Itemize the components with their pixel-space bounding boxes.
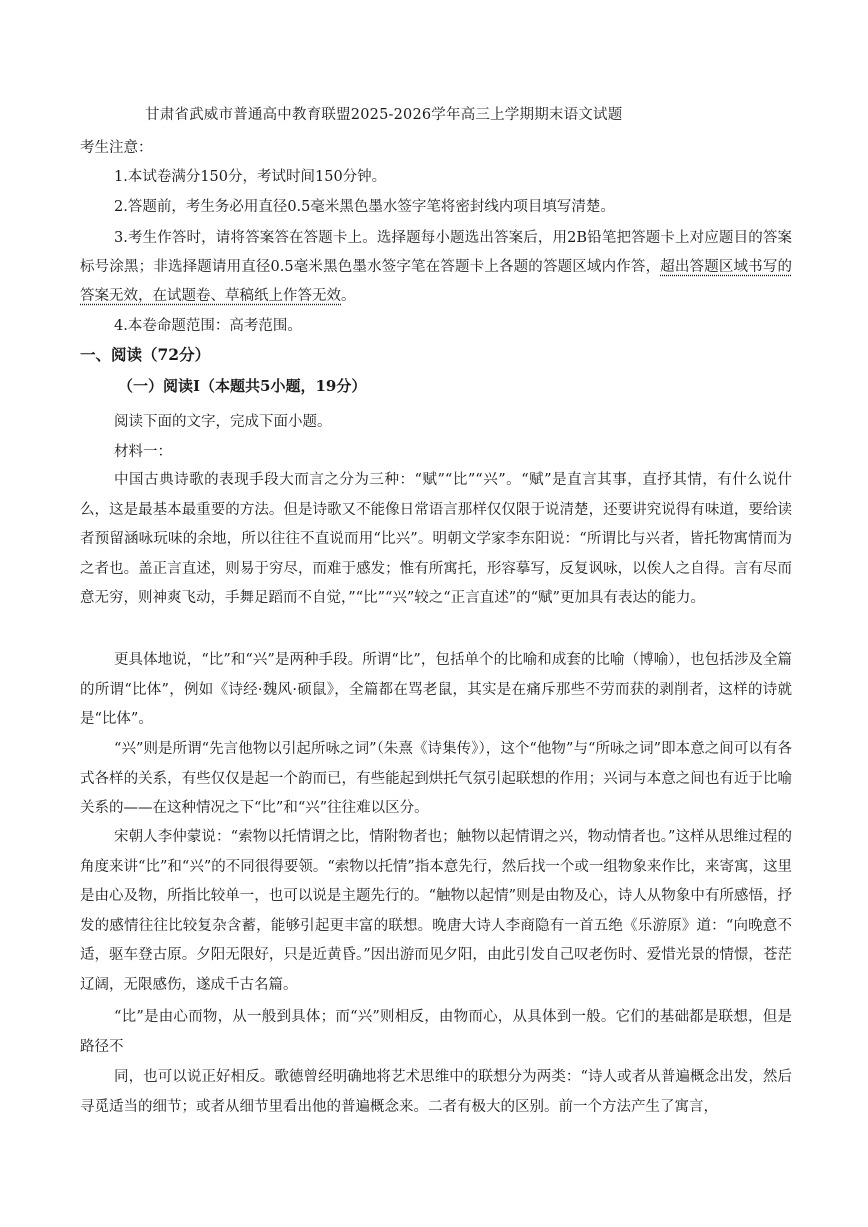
document-title: 甘肃省武威市普通高中教育联盟2025-2026学年高三上学期期末语文试题 <box>145 107 623 123</box>
body-paragraph: 更具体地说，“比”和“兴”是两种手段。所谓“比”，包括单个的比喻和成套的比喻（博喻），也包括涉及全篇的所谓“比体”，例如《诗经·魏风·硕鼠》，全篇都在骂老鼠，其实是在痛斥那些不劳而获的剥削者，这样的诗就是“比体”。 <box>80 652 792 728</box>
body-paragraph: “兴”则是所谓“先言他物以引起所咏之词”（朱熹《诗集传》），这个“他物”与“所咏之词”即本意之间可以有各式各样的关系，有些仅仅是起一个韵而已，有些能起到烘托气氛引起联想的作用；兴词与本意之间也有近于比喻关系的——在这种情况之下“比”和“兴”往往难以区分。 <box>80 741 792 817</box>
material-label: 材料一： <box>114 444 172 460</box>
notice-item-3-text: 3.考生作答时，请将答案答在答题卡上。选择题每小题选出答案后，用2B铅笔把答题卡上对应题目的答案标号涂黑；非选择题请用直径0.5毫米黑色墨水签字笔在答题卡上各题的答题区域内作答， <box>80 230 792 275</box>
section-heading: 一、阅读（72分） <box>80 345 211 364</box>
notice-item-3-end: 。 <box>341 288 356 304</box>
notice-item-3 <box>80 224 792 311</box>
instruction-text: 阅读下面的文字，完成下面小题。 <box>114 414 332 430</box>
body-paragraph: “比”是由心而物，从一般到具体；而“兴”则相反，由物而心，从具体到一般。它们的基础都是联想，但是路径不 <box>80 1009 792 1055</box>
notice-item-2: 2.答题前，考生务必用直径0.5毫米黑色墨水签字笔将密封线内项目填写清楚。 <box>114 199 615 215</box>
notice-item-3-emphasis: 超出答题区域书写的答案无效，在试题卷、草稿纸上作答无效 <box>80 259 792 304</box>
notice-heading: 考生注意： <box>80 140 153 156</box>
notice-item-4: 4.本卷命题范围：高考范围。 <box>114 318 302 334</box>
notice-item-1: 1.本试卷满分150分，考试时间150分钟。 <box>114 169 387 185</box>
body-paragraph: 同，也可以说正好相反。歌德曾经明确地将艺术思维中的联想分为两类：“诗人或者从普遍概念出发，然后寻觅适当的细节；或者从细节里看出他的普遍概念来。二者有极大的区别。前一个方法产生了寓言， <box>80 1069 792 1115</box>
subsection-heading: （一）阅读I（本题共5小题，19分） <box>118 377 367 395</box>
body-paragraph: 中国古典诗歌的表现手段大而言之分为三种：“赋”“比”“兴”。“赋”是直言其事，直抒其情，有什么说什么，这是最基本最重要的方法。但是诗歌又不能像日常语言那样仅仅限于说清楚，还要讲究说得有味道，要给读者预留涵咏玩味的余地，所以往往不直说而用“比兴”。明朝文学家李东阳说：“所谓比与兴者，皆托物寓情而为之者也。盖正言直述，则易于穷尽，而难于感发；惟有所寓托，形容摹写，反复讽咏，以俟人之自得。言有尽而意无穷，则神爽飞动，手舞足蹈而不自觉，”“比”“兴”较之“正言直述”的“赋”更加具有表达的能力。 <box>80 472 792 607</box>
body-paragraph: 宋朝人李仲蒙说：“索物以托情谓之比，情附物者也；触物以起情谓之兴，物动情者也。”这样从思维过程的角度来讲“比”和“兴”的不同很得要领。“索物以托情”指本意先行，然后找一个或一组物象来作比，来寄寓，这里是由心及物，所指比较单一，也可以说是主题先行的。“触物以起情”则是由物及心，诗人从物象中有所感悟，抒发的感情往往比较复杂含蓄，能够引起更丰富的联想。晚唐大诗人李商隐有一首五绝《乐游原》道：“向晚意不适，驱车登古原。夕阳无限好，只是近黄昏。”因出游而见夕阳，由此引发自己叹老伤时、爱惜光景的情憬，苍茫辽阔，无限感伤，遂成千古名篇。 <box>80 829 792 993</box>
